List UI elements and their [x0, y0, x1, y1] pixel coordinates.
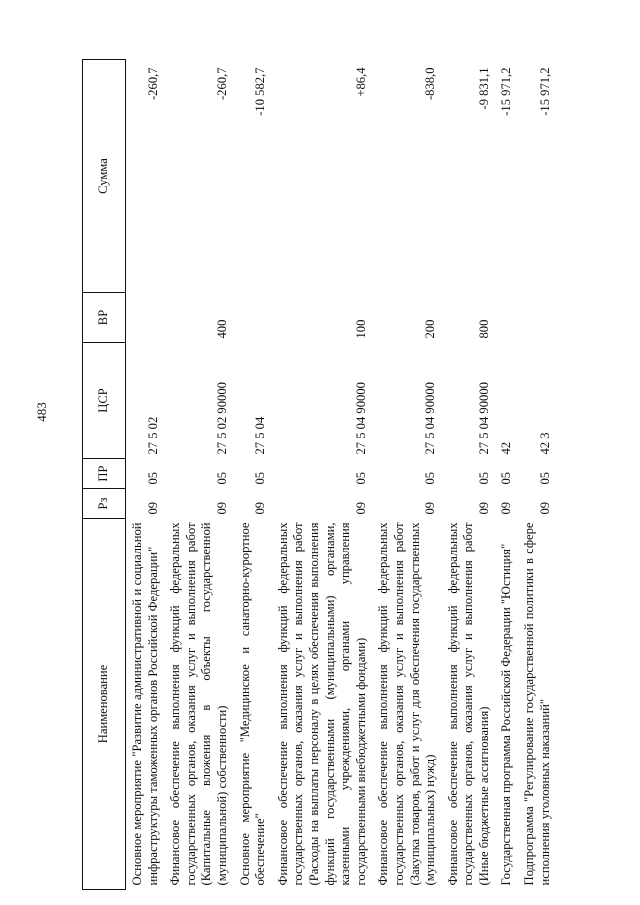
row-name: Основное мероприятие "Развитие административной и социальной инфраструктуры таможенных органов Российской Федерации" — [130, 522, 160, 886]
row-name: Основное мероприятие "Медицинское и санаторно-курортное обеспечение" — [237, 522, 268, 886]
row-csr: 27 5 04 90000 — [476, 382, 491, 455]
row-vr: 200 — [423, 319, 438, 339]
row-rz: 09 — [145, 501, 160, 515]
header-pr: ПР — [83, 459, 126, 489]
row-csr: 27 5 02 90000 — [214, 382, 229, 455]
page-number: 483 — [34, 402, 49, 422]
row-vr — [126, 293, 165, 343]
table-row — [518, 60, 556, 890]
row-sum: -10 582,7 — [253, 67, 268, 116]
row-vr — [234, 293, 272, 343]
row-sum: -15 971,2 — [537, 67, 552, 116]
row-sum: -260,7 — [145, 67, 160, 101]
row-name: Финансовое обеспечение выполнения функций федеральных государственных органов, оказания услуг и выполнения работ (Расходы на выплаты персоналу в целях обеспечения выполнения функций государственными (муниципальными) органами, казенными учреждениями, органами управления государственными внебюджетными фондами) — [275, 522, 368, 886]
row-sum: -9 831,1 — [476, 67, 491, 110]
table-row — [442, 60, 496, 890]
row-pr: 05 — [499, 471, 514, 485]
row-sum: -260,7 — [214, 67, 229, 101]
row-name: Финансовое обеспечение выполнения функций федеральных государственных органов, оказания услуг и выполнения работ (Закупка товаров, работ и услуг для обеспечения государственных (муниципальных) нужд) — [376, 522, 438, 886]
row-rz: 09 — [499, 501, 514, 515]
row-sum: +86,4 — [353, 67, 368, 97]
row-name: Финансовое обеспечение выполнения функций федеральных государственных органов, оказания услуг и выполнения работ (Капитальные вложения в объекты государственной (муниципальной) собственности) — [168, 522, 229, 886]
table-row — [495, 60, 518, 890]
row-csr: 27 5 04 — [253, 416, 268, 455]
header-vr: ВР — [83, 293, 126, 343]
row-rz: 09 — [353, 501, 368, 515]
table-row — [234, 60, 272, 890]
row-csr: 27 5 04 90000 — [423, 382, 438, 455]
row-csr: 42 3 — [537, 432, 552, 455]
row-rz: 09 — [476, 501, 491, 515]
row-csr: 27 5 04 90000 — [353, 382, 368, 455]
budget-table — [82, 59, 556, 890]
row-rz: 09 — [214, 501, 229, 515]
header-csr: ЦСР — [83, 343, 126, 459]
row-rz: 09 — [537, 501, 552, 515]
row-vr: 800 — [476, 319, 491, 339]
header-sum: Сумма — [83, 60, 126, 293]
row-name: Подпрограмма "Регулирование государственной политики в сфере исполнения уголовных наказаний" — [522, 522, 552, 886]
rotated-page-content — [82, 60, 612, 890]
row-vr: 100 — [353, 319, 368, 339]
row-csr: 27 5 02 — [145, 416, 160, 455]
row-pr: 05 — [145, 471, 160, 485]
table-row — [126, 60, 165, 890]
table-row — [272, 60, 373, 890]
row-rz: 09 — [423, 501, 438, 515]
row-sum: -838,0 — [423, 67, 438, 101]
row-pr: 05 — [423, 471, 438, 485]
row-pr: 05 — [214, 471, 229, 485]
row-pr: 05 — [537, 471, 552, 485]
table-row — [164, 60, 233, 890]
row-name: Финансовое обеспечение выполнения функций федеральных государственных органов, оказания услуг и выполнения работ (Иные бюджетные ассигнования) — [445, 522, 491, 886]
row-rz: 09 — [253, 501, 268, 515]
row-pr: 05 — [353, 471, 368, 485]
row-vr: 400 — [214, 319, 229, 339]
row-vr — [495, 293, 518, 343]
row-vr — [518, 293, 556, 343]
header-rz: Рз — [83, 489, 126, 519]
row-csr: 42 — [499, 441, 514, 455]
header-name: Наименование — [83, 519, 126, 890]
row-sum: -15 971,2 — [499, 67, 514, 116]
row-pr: 05 — [476, 471, 491, 485]
table-row — [372, 60, 441, 890]
row-pr: 05 — [253, 471, 268, 485]
row-name: Государственная программа Российской Федерации "Юстиция" — [499, 543, 514, 886]
table-header-row — [83, 60, 126, 890]
